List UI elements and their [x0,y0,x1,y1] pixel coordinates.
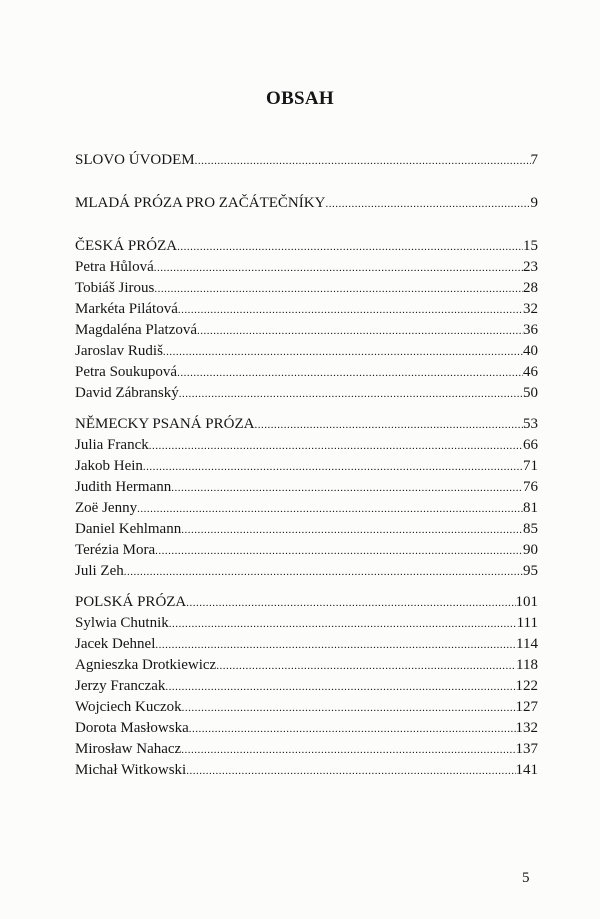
toc-entry [75,540,538,561]
toc-section [75,414,538,435]
page-title: OBSAH [265,88,335,109]
toc-entry-page: 132 [515,720,538,736]
toc-entry-label: Agnieszka Drotkiewicz [75,657,217,673]
toc-entry [75,760,538,781]
toc-entry-label: Julia Franck [75,437,149,453]
toc-entry-page: 114 [516,636,538,652]
toc-entry [75,498,538,519]
toc-entry-label: Michał Witkowski [75,762,187,778]
leader-dots [149,436,523,457]
toc-entry [75,341,538,362]
toc-entry [75,477,538,498]
toc-entry [75,320,538,341]
leader-dots [181,740,515,761]
toc-entry-label: Petra Soukupová [75,364,178,380]
toc-entry-label: Daniel Kehlmann [75,521,182,537]
toc-entry-label: Jerzy Franczak [75,678,166,694]
toc-section-label: NĚMECKY PSANÁ PRÓZA [75,416,255,432]
toc-section-label: SLOVO ÚVODEM [75,152,195,168]
toc-entry-page: 46 [523,364,538,380]
toc-section [75,236,538,257]
toc-entry [75,561,538,582]
toc-entry-page: 32 [523,301,538,317]
toc-entry [75,739,538,760]
toc-entry [75,613,538,634]
toc-entry-page: 95 [523,563,538,579]
leader-dots [177,363,523,384]
toc-section-page: 15 [523,238,538,254]
toc-entry-label: Petra Hůlová [75,259,154,275]
toc-entry [75,383,538,404]
page-number: 5 [522,870,530,886]
toc-section-page: 53 [523,416,538,432]
toc-entry-label: Jaroslav Rudiš [75,343,163,359]
toc-entry-page: 76 [523,479,538,495]
toc-entry-page: 122 [515,678,538,694]
toc-entry-page: 118 [516,657,538,673]
leader-dots [163,342,523,363]
table-of-contents [75,150,538,781]
toc-entry-page: 90 [523,542,538,558]
toc-entry [75,519,538,540]
toc-section [75,592,538,613]
toc-entry-page: 71 [523,458,538,474]
toc-entry-label: Magdaléna Platzová [75,322,198,338]
toc-entry-label: David Zábranský [75,385,179,401]
toc-entry-label: Wojciech Kuczok [75,699,182,715]
leader-dots [181,520,523,541]
leader-dots [137,499,523,520]
toc-entry-page: 81 [523,500,538,516]
leader-dots [171,478,523,499]
toc-entry-page: 141 [515,762,538,778]
toc-entry-page: 28 [523,280,538,296]
toc-entry-label: Mirosław Nahacz [75,741,182,757]
toc-entry-label: Terézia Mora [75,542,156,558]
toc-entry-label: Zoë Jenny [75,500,138,516]
toc-section-page: 9 [530,195,538,211]
leader-dots [155,635,516,656]
toc-entry-page: 36 [523,322,538,338]
toc-entry-label: Dorota Masłowska [75,720,189,736]
toc-section-label: POLSKÁ PRÓZA [75,594,187,610]
leader-dots [124,562,523,583]
leader-dots [254,415,523,436]
toc-entry-page: 40 [523,343,538,359]
toc-section [75,193,538,214]
leader-dots [216,656,516,677]
toc-entry-label: Sylwia Chutnik [75,615,169,631]
toc-entry [75,362,538,383]
leader-dots [154,258,523,279]
leader-dots [195,151,531,172]
leader-dots [177,237,523,258]
toc-entry-page: 85 [523,521,538,537]
leader-dots [186,761,515,782]
leader-dots [154,279,523,300]
toc-entry-page: 23 [523,259,538,275]
toc-entry-label: Tobiáš Jirous [75,280,155,296]
toc-entry [75,655,538,676]
toc-entry [75,456,538,477]
leader-dots [189,719,516,740]
toc-entry-page: 66 [523,437,538,453]
toc-entry-label: Juli Zeh [75,563,124,579]
toc-entry-page: 50 [523,385,538,401]
leader-dots [197,321,523,342]
toc-entry-page: 137 [515,741,538,757]
leader-dots [169,614,517,635]
toc-section-label: ČESKÁ PRÓZA [75,238,178,254]
toc-entry [75,299,538,320]
toc-entry [75,634,538,655]
toc-section-page: 7 [530,152,538,168]
toc-entry [75,676,538,697]
toc-entry-page: 127 [515,699,538,715]
toc-entry-label: Judith Hermann [75,479,172,495]
toc-entry [75,697,538,718]
toc-entry [75,435,538,456]
leader-dots [178,300,523,321]
toc-entry-label: Jacek Dehnel [75,636,156,652]
leader-dots [186,593,515,614]
toc-entry [75,257,538,278]
toc-section-page: 101 [515,594,538,610]
toc-entry-page: 111 [516,615,538,631]
toc-entry [75,278,538,299]
toc-entry-label: Jakob Hein [75,458,143,474]
toc-section-label: MLADÁ PRÓZA PRO ZAČÁTEČNÍKY [75,195,326,211]
leader-dots [325,194,530,215]
leader-dots [143,457,523,478]
leader-dots [182,698,516,719]
toc-entry [75,718,538,739]
leader-dots [155,541,523,562]
toc-entry-label: Markéta Pilátová [75,301,178,317]
leader-dots [165,677,515,698]
toc-section [75,150,538,171]
leader-dots [179,384,523,405]
